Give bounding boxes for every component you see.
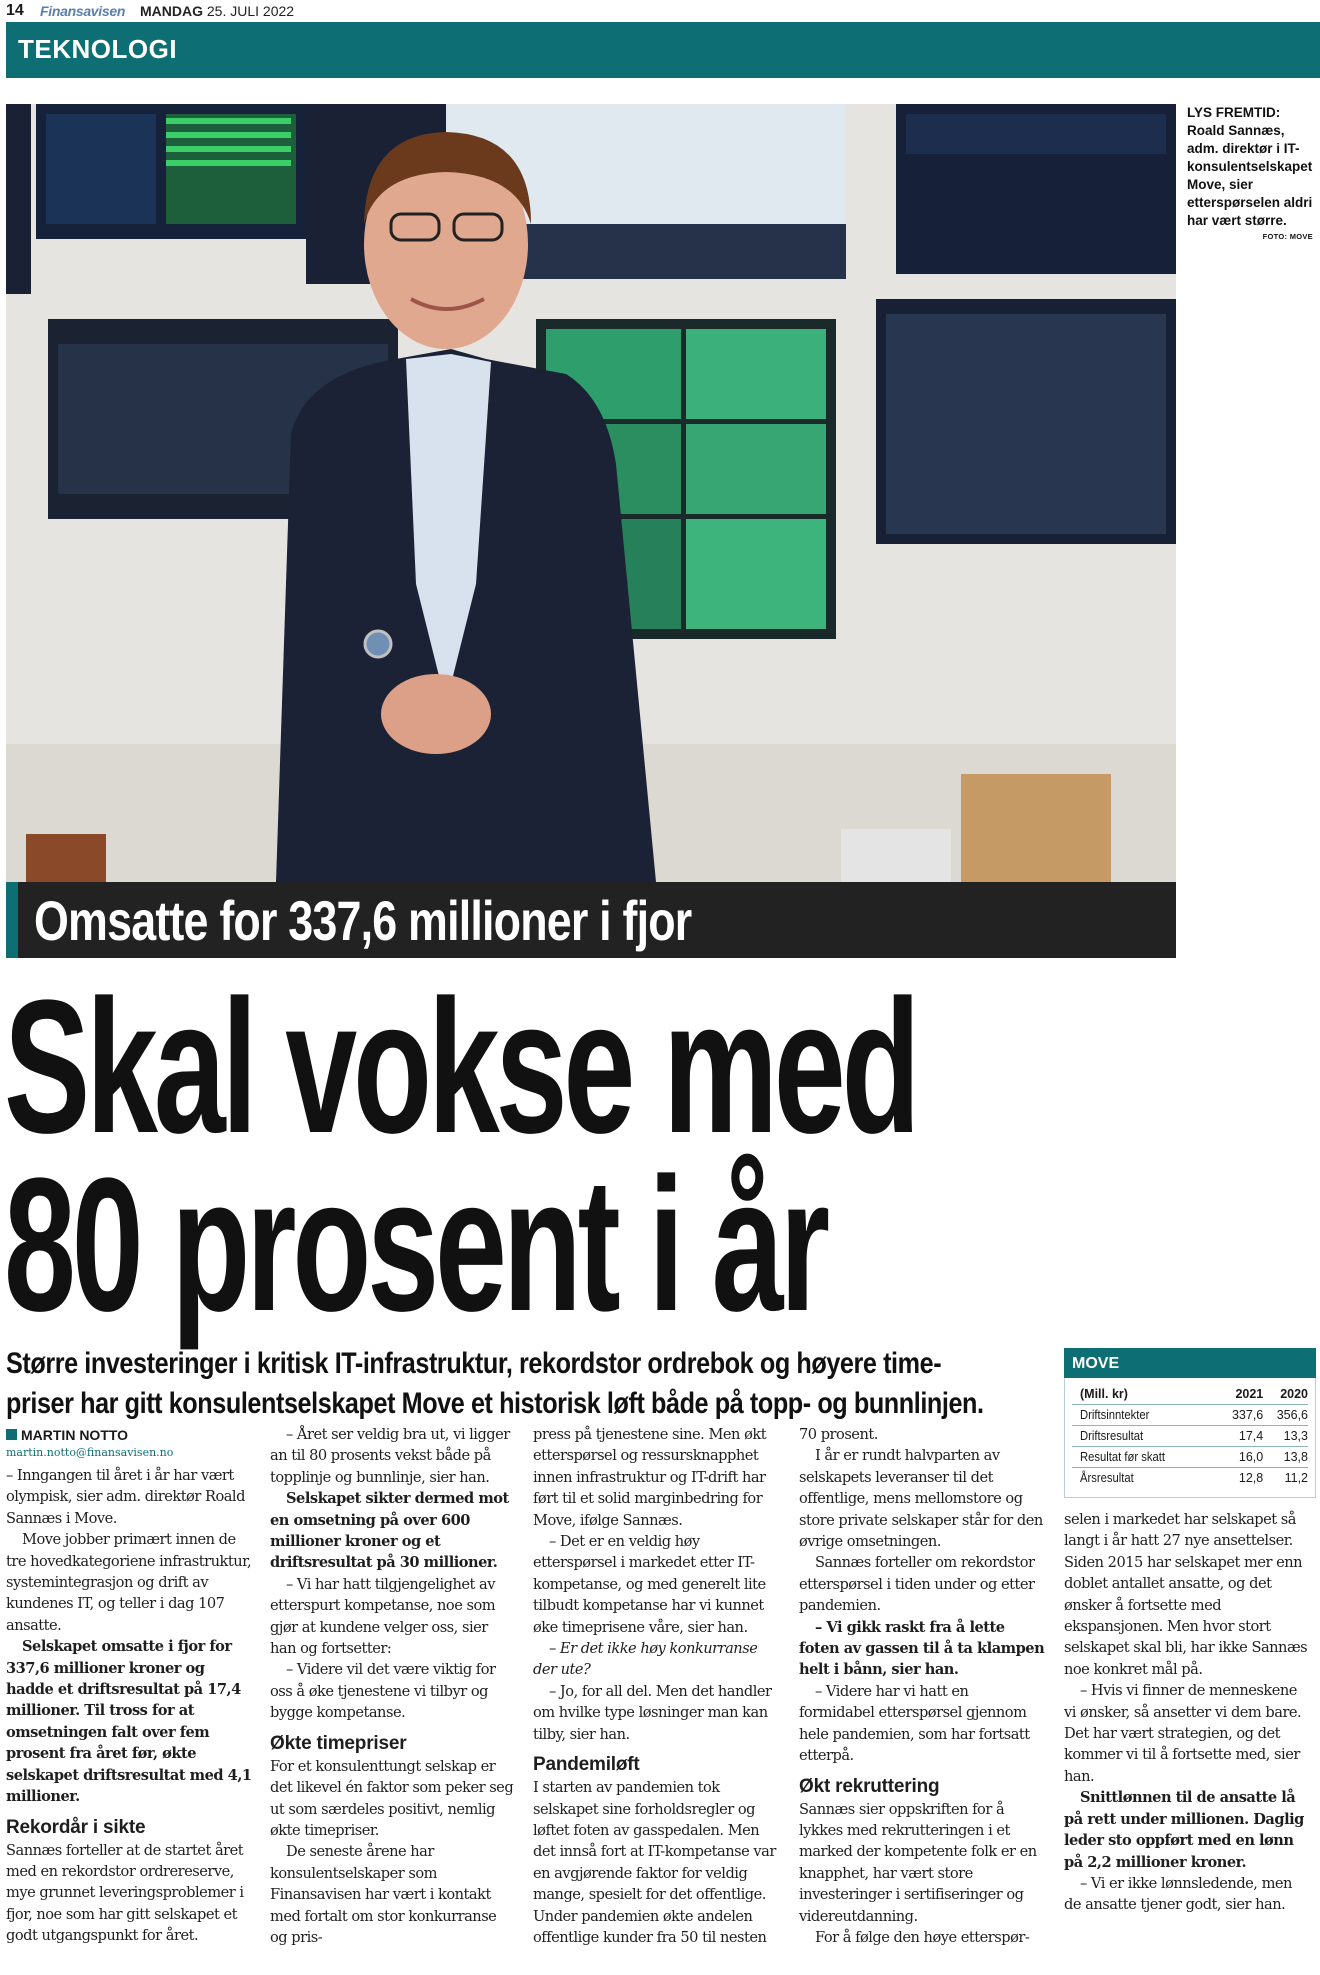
fact-value-2021: 16,0: [1219, 1447, 1264, 1468]
fact-row-label-cell: [1072, 1447, 1219, 1468]
section-label: TEKNOLOGI: [18, 34, 178, 64]
fact-value-2021: 17,4: [1219, 1426, 1264, 1447]
article-column-4: [799, 1424, 1046, 1948]
photo-illustration: [6, 104, 1176, 882]
page-number: 14: [6, 2, 24, 19]
photo-caption: [1187, 104, 1313, 242]
byline: [6, 1427, 128, 1443]
fact-row-label-cell: [1072, 1426, 1219, 1447]
paragraph: selen i markedet har selskapet så langt i år hatt 27 nye ansettelser. Siden 2015 har selskapet mer enn doblet antallet ansatte, og det ønsker å fortsette med ekspansjonen. Men hvor stort selskapet skal bli, har ikke Sannæs noe konkret mål på.: [1064, 1511, 1308, 1678]
paragraph: press på tjenestene sine. Men økt etterspørsel og ressursknapphet innen infrastruktur og IT-drift har ført til et solid marginbedring for Move, ifølge Sannæs.: [533, 1426, 767, 1529]
subheading: Rekordår i sikte: [6, 1816, 146, 1838]
fact-value-2020: 13,3: [1263, 1426, 1308, 1447]
fact-table-header-row: [1072, 1384, 1308, 1405]
bold-text: – Vi gikk raskt fra å lette foten av gassen til å ta klampen helt i bånn, sier han.: [799, 1618, 1045, 1679]
fact-value-2021: 337,6: [1219, 1405, 1264, 1426]
paragraph: Move jobber primært innen de tre hovedkategoriene infrastruktur, systemintegrasjon og drift av kundenes IT, og teller i dag 107 ansatte.: [6, 1531, 252, 1634]
paragraph-bold: [1064, 1787, 1312, 1873]
paragraph: – Jo, for all del. Men det handler om hvilke type løsninger man kan tilby, sier han.: [533, 1682, 772, 1743]
fact-row-label: Driftsinntekter: [1080, 1408, 1150, 1422]
newspaper-logo: Finansavisen: [40, 3, 126, 19]
fact-unit-label: (Mill. kr): [1080, 1387, 1128, 1401]
fact-table-row: [1072, 1468, 1308, 1489]
paragraph: De seneste årene har konsulentselskaper som Finansavisen har vært i kontakt med fortalt om stor konkurranse og pris-: [270, 1843, 497, 1946]
italic-text: – Er det ikke høy konkurranse der ute?: [533, 1640, 758, 1679]
fact-table: [1072, 1384, 1308, 1488]
paragraph-italic: [533, 1638, 780, 1681]
paragraph: For et konsulenttungt selskap er det likevel én faktor som peker seg ut som særdeles positivt, nemlig økte timepriser.: [270, 1757, 514, 1839]
caption-title: LYS FREMTID:: [1187, 105, 1281, 120]
kicker-accent-bar: [6, 882, 18, 958]
paragraph-bold: [6, 1636, 254, 1807]
paragraph: – Vi har hatt tilgjengelighet av etterspurt kompetanse, noe som gjør at kundene velger oss, sier han og fortsetter:: [270, 1575, 496, 1658]
article-column-1: [6, 1465, 254, 1947]
paragraph: I år er rundt halvparten av selskapets leveranser til det offentlige, mens mellomstore og store private selskaper står for den øvrige omsetningen.: [799, 1447, 1043, 1551]
paragraph: – Hvis vi finner de menneskene vi ønsker, så ansetter vi dem bare. Det har vært strategien, og det kommer vi til å fortsette med, sier han.: [1064, 1682, 1302, 1785]
paragraph: For å følge den høye etterspør-: [815, 1928, 1030, 1946]
fact-row-label: Driftsresultat: [1080, 1429, 1144, 1443]
fact-value-2020: 13,8: [1263, 1447, 1308, 1468]
paragraph: – Det er en veldig høy etterspørsel i markedet etter IT-kompetanse, og med generelt lite tilbudt kompetanse har vi kunnet øke timeprisene våre, sier han.: [533, 1533, 766, 1636]
byline-email[interactable]: martin.notto@finansavisen.no: [6, 1446, 174, 1459]
fact-box-title: MOVE: [1072, 1355, 1120, 1372]
kicker-text: Omsatte for 337,6 millioner i fjor: [34, 889, 692, 952]
paragraph: – Inngangen til året i år har vært olympisk, sier adm. direktør Roald Sannæs i Move.: [6, 1467, 245, 1527]
caption-text: Roald Sannæs, adm. direktør i IT-konsulentselskapet Move, sier etterspørselen aldri har vært større.: [1187, 123, 1313, 228]
paragraph: Sannæs forteller om rekordstor etterspørsel i tiden under og etter pandemien.: [799, 1554, 1035, 1615]
fact-table-row: [1072, 1426, 1308, 1447]
lead-line-1: Større investeringer i kritisk IT-infrastruktur, rekordstor ordrebok og høyere time-: [6, 1347, 942, 1380]
bold-text: Snittlønnen til de ansatte lå på rett under millionen. Daglig leder sto oppført med en lønn på 2,2 millioner kroner.: [1064, 1789, 1304, 1871]
fact-year-2021: 2021: [1235, 1387, 1264, 1401]
fact-table-row: [1072, 1447, 1308, 1468]
byline-name: MARTIN NOTTO: [21, 1427, 129, 1443]
paragraph: – Vi er ikke lønnsledende, men de ansatte tjener godt, sier han.: [1064, 1874, 1292, 1914]
fact-year-2020: 2020: [1280, 1387, 1308, 1401]
fact-row-label-cell: [1072, 1468, 1219, 1489]
byline-square-icon: [6, 1429, 17, 1440]
article-photo: [6, 104, 1176, 882]
fact-value-2020: 11,2: [1263, 1468, 1308, 1489]
person-hands: [381, 674, 491, 754]
weekday: MANDAG: [140, 3, 203, 19]
headline-line-1: Skal vokse med: [4, 961, 917, 1173]
fact-value-2021: 12,8: [1219, 1468, 1264, 1489]
bold-text: Selskapet omsatte i fjor for 337,6 millioner kroner og hadde et driftsresultat på 17,4 millioner. Til tross for at omsetningen falt over fem prosent fra året før, økte selskapet driftsresultat med 4,1 millioner.: [6, 1638, 252, 1806]
subheading: Økte timepriser: [270, 1732, 407, 1754]
paragraph: Sannæs sier oppskriften for å lykkes med rekrutteringen i et marked der kompetente folk er en knapphet, har vært store investeringer i sertifiseringer og videreutdanning.: [799, 1800, 1037, 1925]
subheading: Økt rekruttering: [799, 1775, 940, 1797]
fact-row-label-cell: [1072, 1405, 1219, 1426]
paragraph: 70 prosent.: [799, 1426, 878, 1443]
fact-row-label: Resultat før skatt: [1080, 1450, 1166, 1464]
fact-row-label: Årsresultat: [1080, 1471, 1134, 1485]
lead-line-2: priser har gitt konsulentselskapet Move et historisk løft både på topp- og bunnlinjen.: [6, 1387, 984, 1420]
paragraph: – Året ser veldig bra ut, vi ligger an til 80 prosents vekst både på topplinje og bunnlinje, sier han.: [270, 1426, 510, 1486]
article-column-3: [533, 1424, 780, 1948]
headline-line-2: 80 prosent i år: [4, 1139, 827, 1351]
paragraph: Sannæs forteller at de startet året med en rekordstor ordrereserve, mye grunnet leveringsproblemer i fjor, noe som har gitt selskapet et godt utgangspunkt for året.: [6, 1841, 244, 1945]
fact-table-row: [1072, 1405, 1308, 1426]
photo-credit: FOTO: MOVE: [1262, 232, 1313, 241]
paragraph-bold: [799, 1617, 1046, 1681]
lead-paragraph: [6, 1344, 1036, 1424]
cardboard-box: [961, 774, 1111, 882]
fact-value-2020: 356,6: [1263, 1405, 1308, 1426]
section-banner: [6, 22, 1320, 78]
article-column-2: [270, 1424, 515, 1948]
bold-text: Selskapet sikter dermed mot en omsetning på over 600 millioner kroner og et driftsresultat på 30 millioner.: [270, 1490, 509, 1572]
paragraph-bold: [270, 1488, 515, 1574]
article-column-5: [1064, 1509, 1312, 1916]
date: 25. JULI 2022: [206, 3, 295, 19]
paragraph: – Videre har vi hatt en formidabel etterspørsel gjennom hele pandemien, som har fortsatt etterpå.: [799, 1682, 1030, 1765]
subheading: Pandemiløft: [533, 1754, 640, 1776]
dateline: [140, 3, 294, 19]
paragraph: I starten av pandemien tok selskapet sine forholdsregler og løftet foten av gasspedalen. Men det innså fort at IT-kompetanse var en avgjørende faktor for veldig mange, spesielt for det offentlige. Under pandemien økte andelen offentlige kunder fra 50 til nesten: [533, 1779, 776, 1946]
paragraph: – Videre vil det være viktig for oss å øke tjenestene vi tilbyr og bygge kompetanse.: [270, 1661, 496, 1722]
